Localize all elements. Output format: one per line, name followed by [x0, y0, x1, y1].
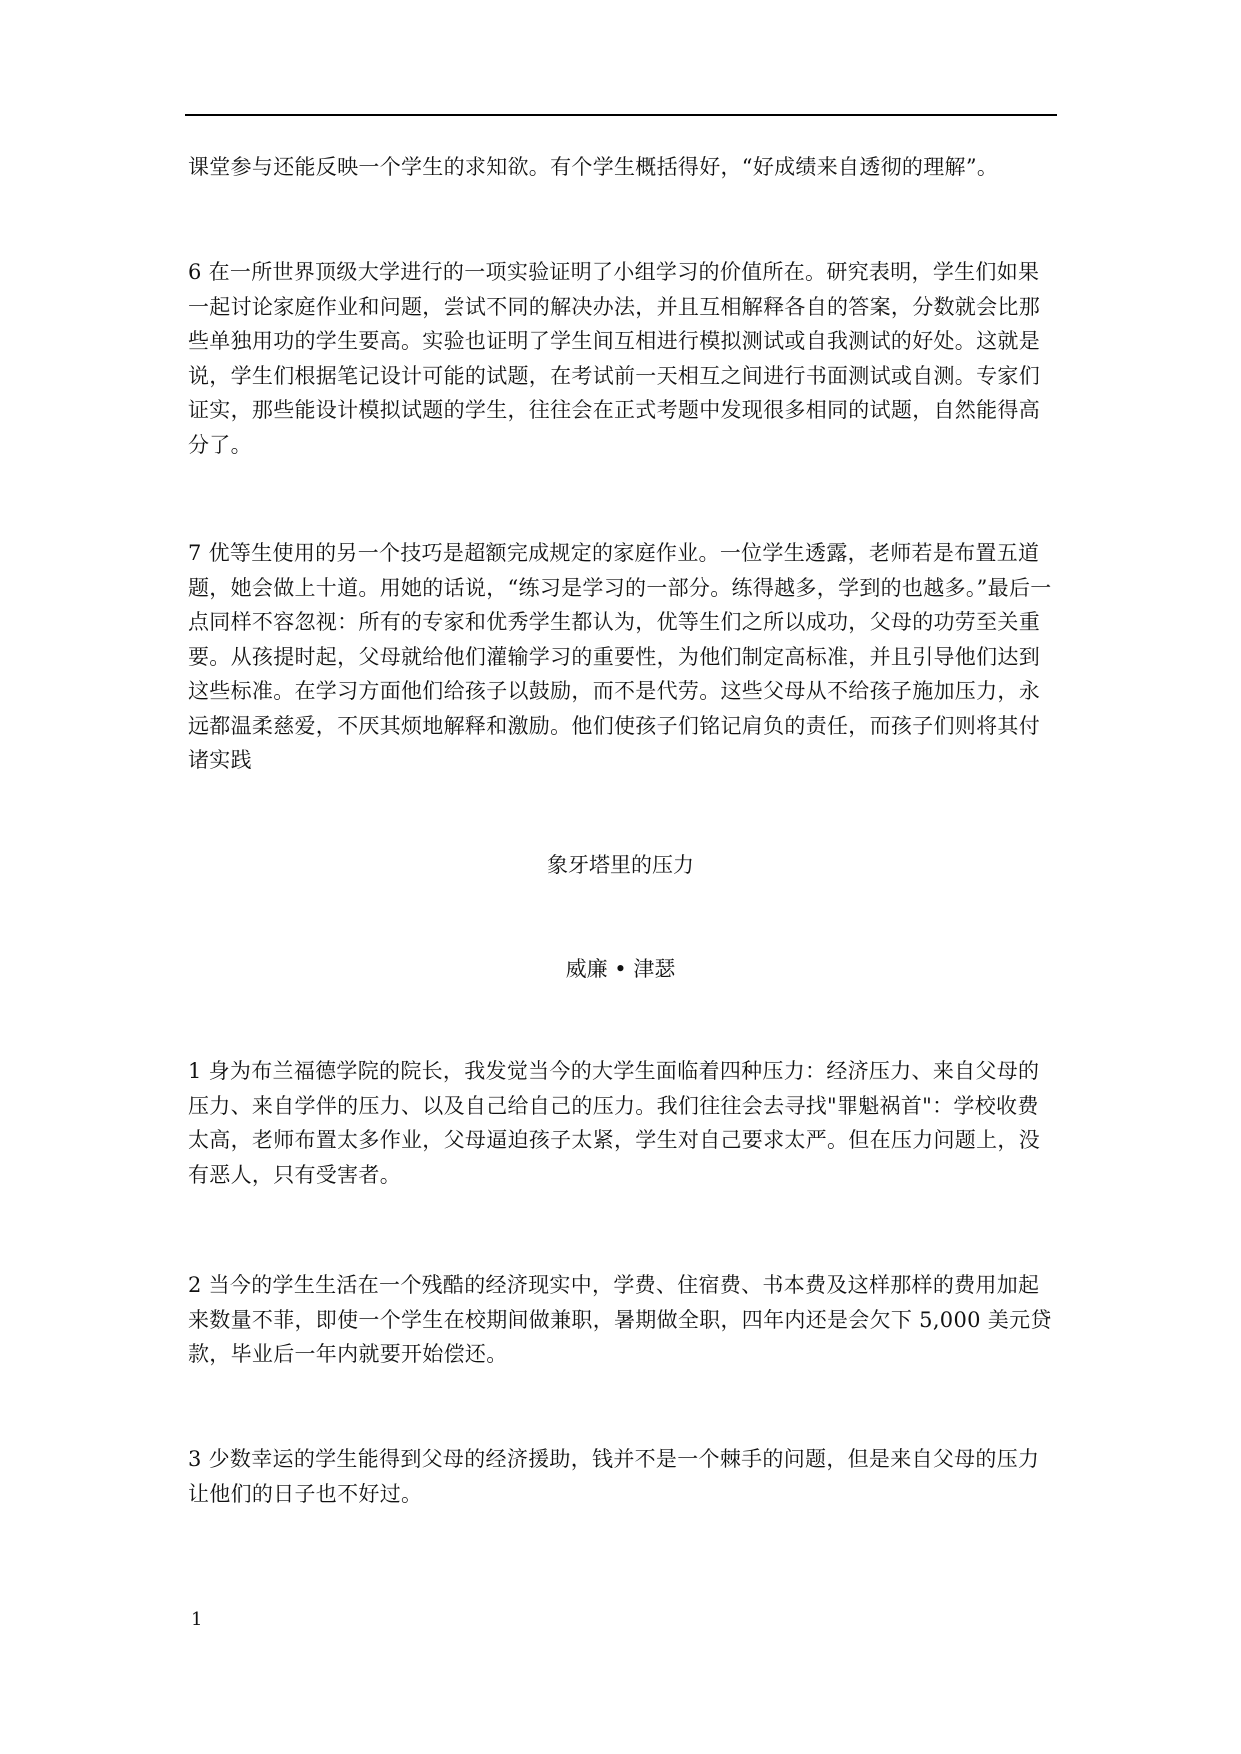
essay-paragraph-2: 2 当今的学生生活在一个残酷的经济现实中，学费、住宿费、书本费及这样那样的费用加起来数量不菲，即使一个学生在校期间做兼职，暑期做全职，四年内还是会欠下 5,000 美元贷款，毕业后一年内就要开始偿还。 [188, 1273, 1052, 1366]
essay-author: 威廉 • 津瑟 [565, 957, 676, 981]
paragraph-7: 7 优等生使用的另一个技巧是超额完成规定的家庭作业。一位学生透露，老师若是布置五道题，她会做上十道。用她的话说，“练习是学习的一部分。练得越多，学到的也越多。”最后一点同样不容忽视：所有的专家和优秀学生都认为，优等生们之所以成功，父母的功劳至关重要。从孩提时起，父母就给他们灌输学习的重要性，为他们制定高标准，并且引导他们达到这些标准。在学习方面他们给孩子以鼓励，而不是代劳。这些父母从不给孩子施加压力，永远都温柔慈爱，不厌其烦地解释和激励。他们使孩子们铭记肩负的责任，而孩子们则将其付诸实践 [188, 541, 1052, 772]
essay-paragraph-1: 1 身为布兰福德学院的院长，我发觉当今的大学生面临着四种压力：经济压力、来自父母的压力、来自学伴的压力、以及自己给自己的压力。我们往往会去寻找"罪魁祸首"：学校收费太高，老师布置太多作业，父母逼迫孩子太紧，学生对自己要求太严。但在压力问题上，没有恶人，只有受害者。 [188, 1059, 1040, 1187]
page-number: 1 [191, 1609, 203, 1630]
essay-title: 象牙塔里的压力 [547, 853, 694, 877]
paragraph-continued: 课堂参与还能反映一个学生的求知欲。有个学生概括得好，“好成绩来自透彻的理解”。 [188, 155, 999, 179]
header-rule [185, 114, 1057, 116]
essay-paragraph-3: 3 少数幸运的学生能得到父母的经济援助，钱并不是一个棘手的问题，但是来自父母的压力让他们的日子也不好过。 [188, 1447, 1040, 1506]
paragraph-6: 6 在一所世界顶级大学进行的一项实验证明了小组学习的价值所在。研究表明，学生们如果一起讨论家庭作业和问题，尝试不同的解决办法，并且互相解释各自的答案，分数就会比那些单独用功的学生要高。实验也证明了学生间互相进行模拟测试或自我测试的好处。这就是说，学生们根据笔记设计可能的试题，在考试前一天相互之间进行书面测试或自测。专家们证实，那些能设计模拟试题的学生，往往会在正式考题中发现很多相同的试题，自然能得高分了。 [188, 260, 1040, 457]
